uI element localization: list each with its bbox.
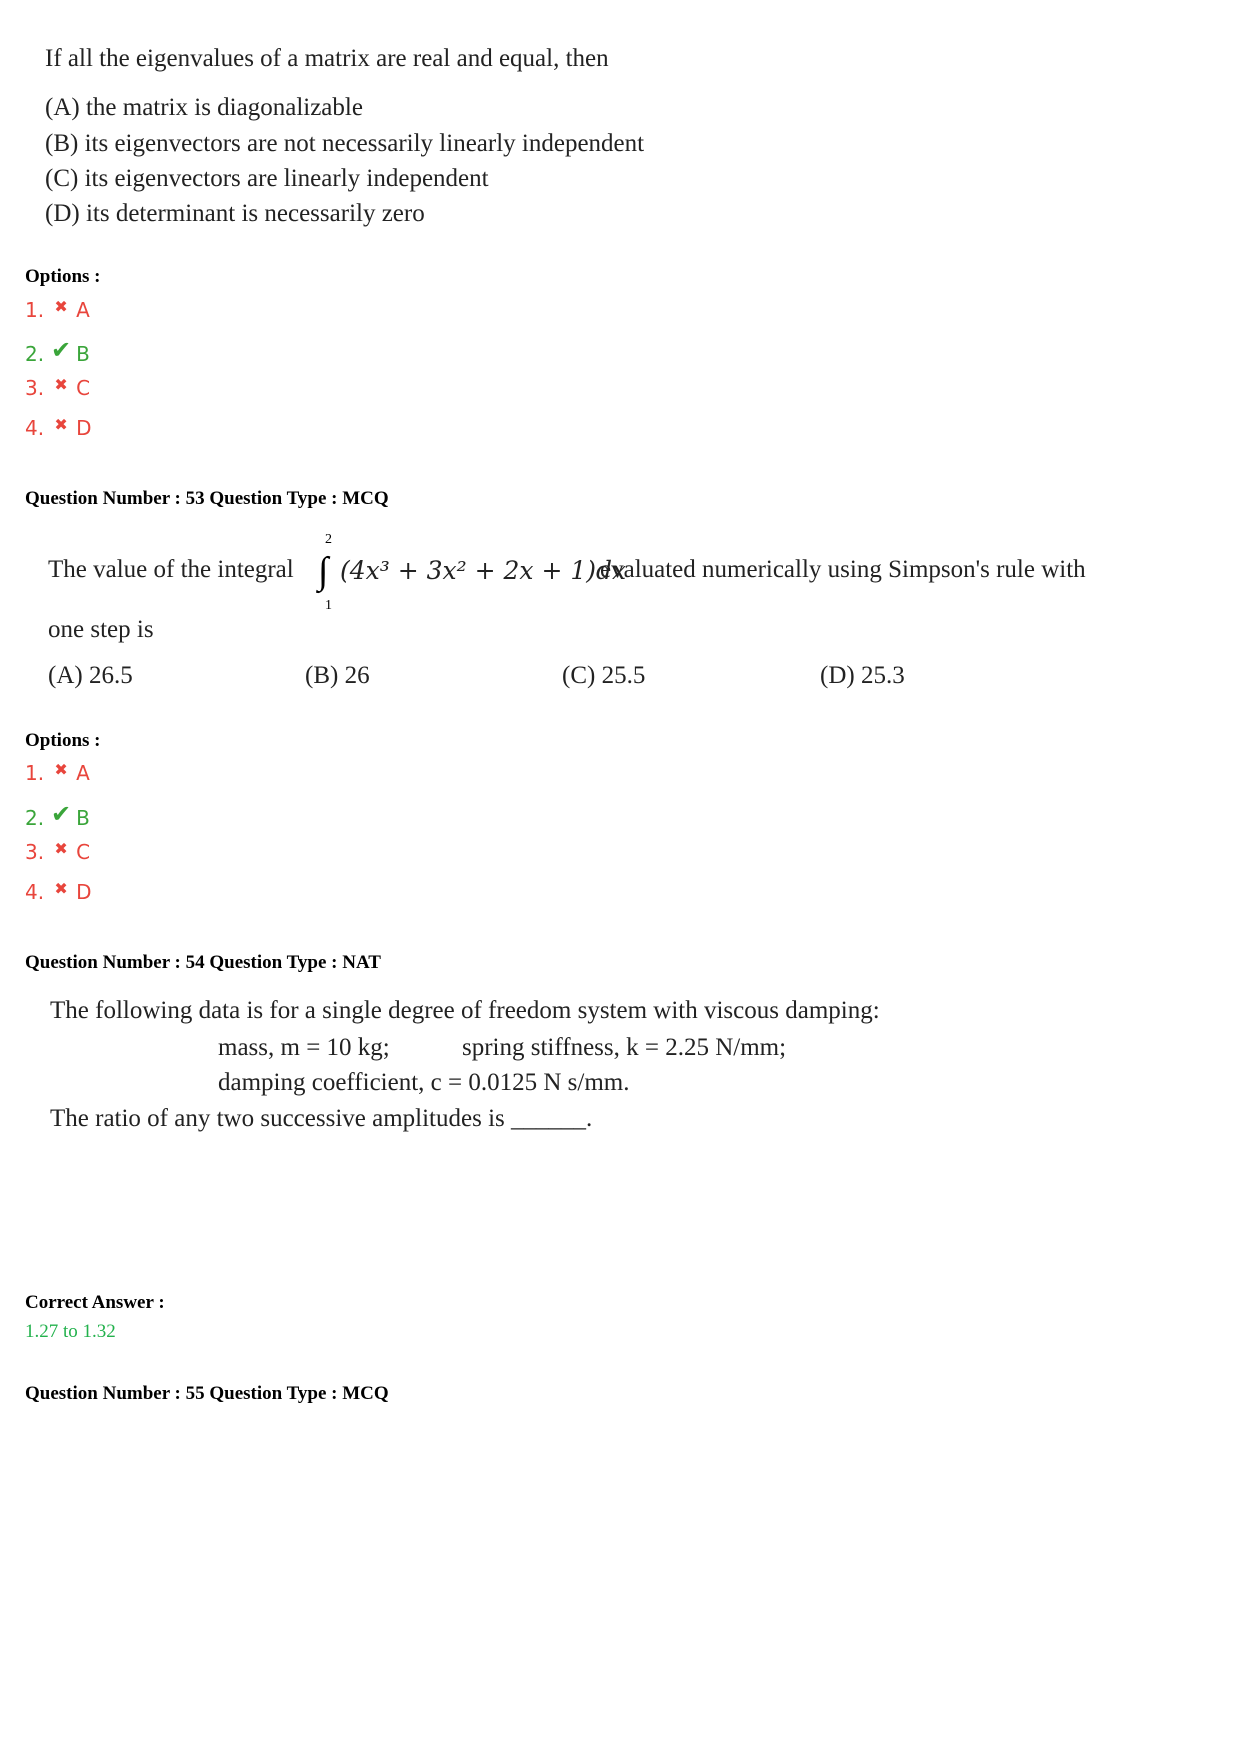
q52-stem: If all the eigenvalues of a matrix are real and equal, then: [45, 45, 609, 72]
q53-lower-limit: 1: [325, 598, 332, 613]
option-number: 1.: [25, 761, 45, 785]
option-number: 4.: [25, 416, 45, 440]
q54-header: Question Number : 54 Question Type : NAT: [25, 952, 381, 973]
option-letter: B: [76, 342, 90, 366]
q53-stem-prefix: The value of the integral: [48, 556, 294, 583]
cross-icon: ✖: [54, 879, 68, 898]
q54-stiffness: spring stiffness, k = 2.25 N/mm;: [462, 1034, 787, 1061]
option-number: 3.: [25, 376, 45, 400]
q53-choice-a: (A) 26.5: [48, 662, 133, 689]
option-letter: C: [76, 376, 91, 400]
option-number: 2.: [25, 806, 45, 830]
q52-choice-a: (A) the matrix is diagonalizable: [45, 94, 363, 121]
option-letter: D: [76, 416, 92, 440]
option-letter: B: [76, 806, 90, 830]
q52-option-3: [25, 375, 90, 400]
q52-options-label: Options :: [25, 266, 101, 287]
option-letter: D: [76, 880, 92, 904]
q54-line-last: The ratio of any two successive amplitudes is ______.: [50, 1105, 593, 1132]
option-number: 4.: [25, 880, 45, 904]
q55-header: Question Number : 55 Question Type : MCQ: [25, 1383, 389, 1404]
q53-header: Question Number : 53 Question Type : MCQ: [25, 488, 389, 509]
option-letter: C: [76, 840, 91, 864]
q53-choice-d: (D) 25.3: [820, 662, 905, 689]
cross-icon: ✖: [54, 760, 68, 779]
cross-icon: ✖: [54, 375, 68, 394]
q52-choice-b: (B) its eigenvectors are not necessarily linearly independent: [45, 130, 645, 157]
q52-option-4: [25, 415, 92, 440]
q53-option-1: [25, 760, 90, 785]
cross-icon: ✖: [54, 839, 68, 858]
integral-sign-icon: ∫: [318, 550, 329, 592]
q52-option-2: [25, 336, 90, 366]
q52-choice-d: (D) its determinant is necessarily zero: [45, 200, 425, 227]
q52-choice-c: (C) its eigenvectors are linearly independent: [45, 165, 489, 192]
q53-stem-line2: one step is: [48, 616, 154, 643]
q53-choice-b: (B) 26: [305, 662, 370, 689]
check-icon: ✔: [51, 800, 72, 828]
check-icon: ✔: [51, 336, 72, 364]
q53-option-2: [25, 800, 90, 830]
option-number: 2.: [25, 342, 45, 366]
option-letter: A: [76, 298, 90, 322]
q52-option-1: [25, 297, 90, 322]
q53-integrand: (4x³ + 3x² + 2x + 1)dx: [340, 556, 627, 585]
q53-options-label: Options :: [25, 730, 101, 751]
correct-answer-value: 1.27 to 1.32: [25, 1321, 116, 1342]
option-letter: A: [76, 761, 90, 785]
q54-line1: The following data is for a single degree of freedom system with viscous damping:: [50, 997, 880, 1024]
q53-stem-suffix: evaluated numerically using Simpson's rule with: [600, 556, 1086, 583]
option-number: 3.: [25, 840, 45, 864]
q53-choice-c: (C) 25.5: [562, 662, 646, 689]
q54-mass: mass, m = 10 kg;: [218, 1034, 390, 1061]
q53-upper-limit: 2: [325, 532, 332, 547]
cross-icon: ✖: [54, 297, 68, 316]
q53-option-4: [25, 879, 92, 904]
correct-answer-label: Correct Answer :: [25, 1292, 165, 1313]
cross-icon: ✖: [54, 415, 68, 434]
q54-damping: damping coefficient, c = 0.0125 N s/mm.: [218, 1069, 630, 1096]
q53-option-3: [25, 839, 90, 864]
option-number: 1.: [25, 298, 45, 322]
